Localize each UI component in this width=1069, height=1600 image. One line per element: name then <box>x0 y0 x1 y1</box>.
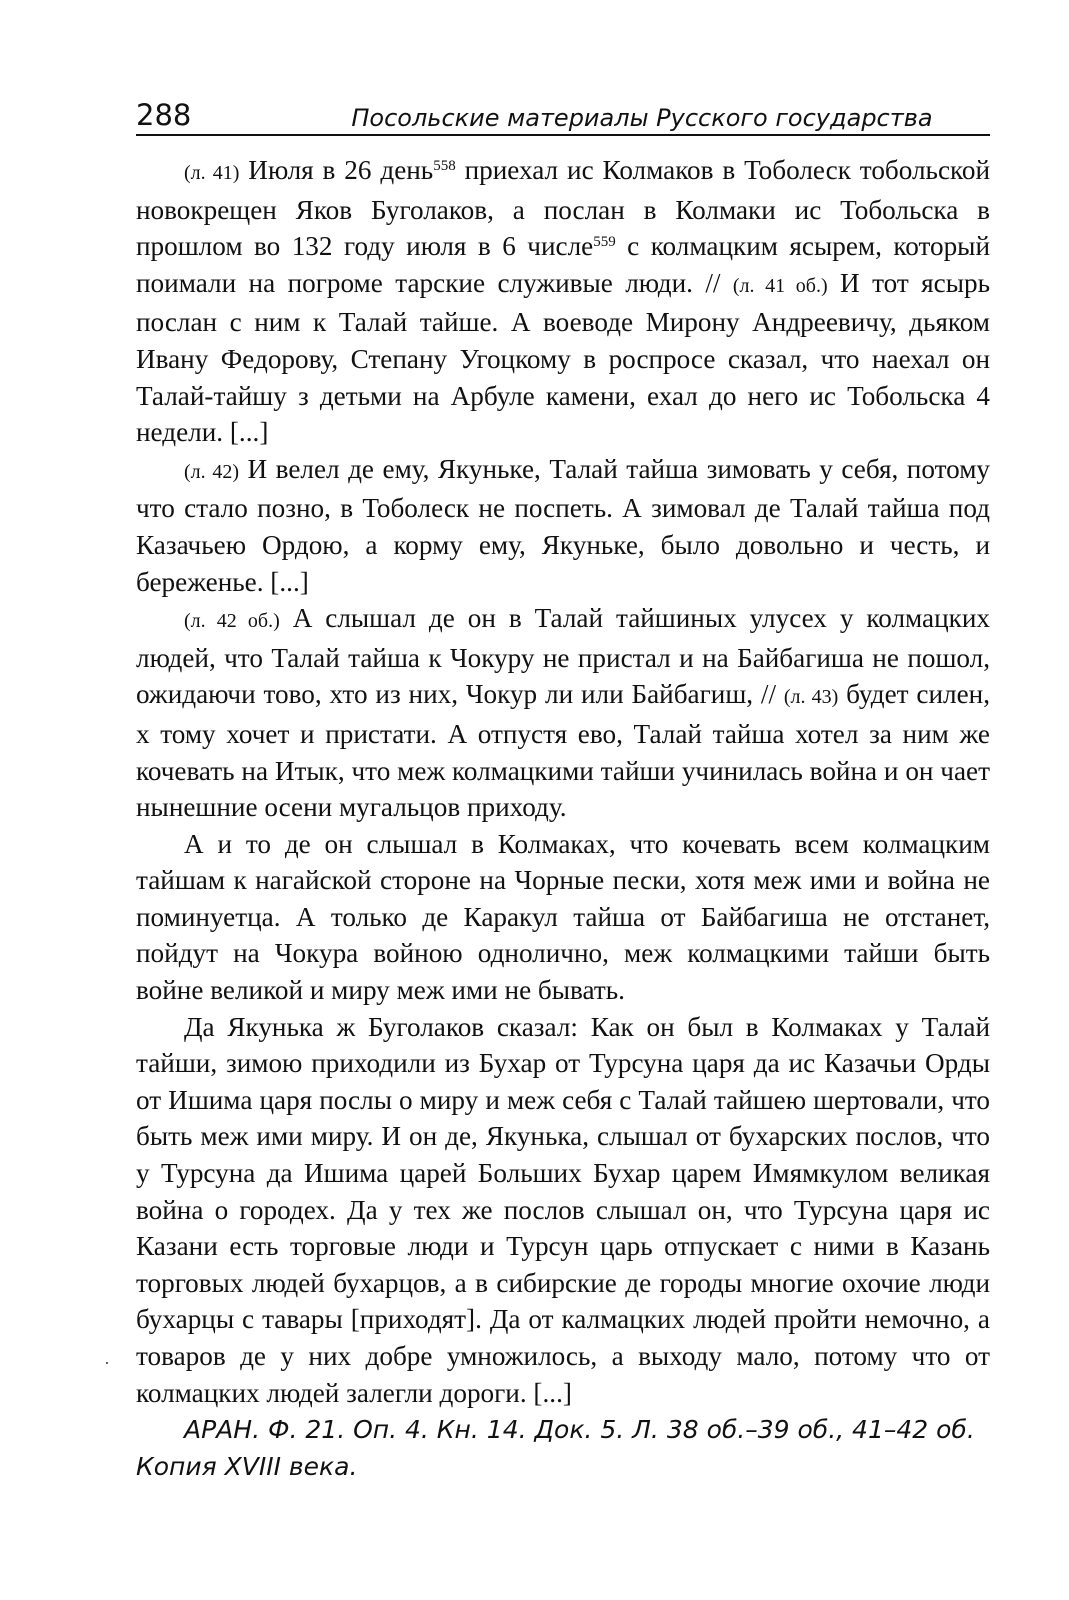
paragraph-text: будет силен, х тому хочет и пристати. А отпустя ево, Талай тайша хотел за ним же кочевать на Итык, что меж колмацкими тайши учинилась война и он чает нынешние осени мугальцов приходу. <box>136 679 990 823</box>
footnote-ref: 558 <box>433 158 456 174</box>
page-number: 288 <box>136 98 192 132</box>
paragraph-text: И тот ясырь послан с ним к Талай тайше. А воеводе Мирону Андреевичу, дьяком Ивану Федорову, Степану Угоцкому в роспросе сказал, что наехал он Талай-тайшу з детьми на Арбуле камени, ехал до него ис Тобольска 4 недели. [...] <box>136 267 990 448</box>
paragraph-4: А и то де он слышал в Колмаках, что кочевать всем колмацким тайшам к нагайской стороне на Чорные пески, хотя меж ими и война не поминуетца. А только де Каракул тайша от Байбагиша не отстанет, пойдут на Чокура войною однолично, меж колмацкими тайши быть войне великой и миру меж ими не бывать. <box>136 828 990 1006</box>
paragraph-2 <box>136 451 990 600</box>
archival-source-citation: АРАН. Ф. 21. Оп. 4. Кн. 14. Док. 5. Л. 38 об.–39 об., 41–42 об. Копия XVIII века. <box>136 1415 975 1482</box>
folio-marker: (л. 42) <box>184 460 240 483</box>
paragraph-5: Да Якунька ж Буголаков сказал: Как он был в Колмаках у Талай тайши, зимою приходили из Бухар от Турсуна царя да ис Казачьи Орды от Ишима царя послы о миру и меж себя с Талай тайшею шертовали, что быть меж ими миру. И он де, Якунька, слышал от бухарских послов, что у Турсуна да Ишима царей Больших Бухар царем Имямкулом великая война о городех. Да у тех же послов слышал он, что Турсуна царя ис Казани есть торговые люди и Турсун царь отпускает с ними в Казань торговых людей бухарцов, а в сибирские де городы многие охочие люди бухарцы с тавары [приходят]. Да от калмацких людей пройти немочно, а товаров де у них добре умножилось, а выходу мало, потому что от колмацких людей залегли дороги. [...] <box>136 1011 990 1408</box>
paragraph-text: Июля в 26 день <box>239 155 434 185</box>
folio-marker: (л. 41) <box>184 162 240 184</box>
paragraph-1 <box>136 152 990 451</box>
document-body <box>136 152 990 1485</box>
footnote-ref: 559 <box>593 234 616 251</box>
folio-marker: (л. 43) <box>783 686 839 709</box>
paragraph-text: А слышал де он в Талай тайшиных улусех у колмацких людей, что Талай тайша к Чокуру не пристал и на Байбагиша не пошол, ожидаючи тово, хто из них, Чокур ли или Байбагиш, // <box>136 603 990 710</box>
running-header <box>136 88 990 136</box>
paragraph-text: приехал ис Колмаков в Тоболеск тобольской новокрещен Яков Буголаков, а послан в Колмаки ис Тобольска в прошлом во 132 году июля в 6 числе <box>136 155 990 262</box>
running-title: Посольские материалы Русского государства <box>351 104 933 132</box>
book-page <box>136 0 998 1600</box>
paragraph-3 <box>136 600 990 826</box>
folio-marker: (л. 42 об.) <box>184 610 280 633</box>
paragraph-text: с колмацким ясырем, который поимали на погроме тарские служивые люди. // <box>136 231 990 298</box>
paragraph-text: И велел де ему, Якуньке, Талай тайша зимовать у себя, потому что стало позно, в Тоболеск не поспеть. А зимовал де Талай тайша под Казачьею Ордою, а корму ему, Якуньке, было довольно и честь, и береженье. [...] <box>136 453 990 597</box>
scan-speck <box>106 1362 108 1364</box>
folio-marker: (л. 41 об.) <box>732 274 828 297</box>
